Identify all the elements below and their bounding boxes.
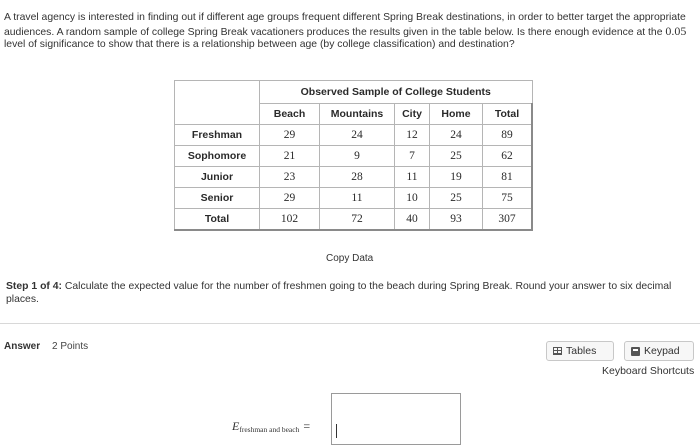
points-badge: 2 Points [52,341,89,352]
table-icon [553,347,562,355]
step-prefix: Step 1 of 4: [6,281,63,292]
text-caret [336,424,337,438]
table-cell: 29 [260,188,320,209]
table-caption: Observed Sample of College Students [260,81,533,104]
formula-variable: E [232,419,240,433]
col-header-beach: Beach [260,104,320,125]
answer-formula [232,419,310,434]
table-cell: 25 [430,146,483,167]
table-cell: 12 [395,125,430,146]
col-header-city: City [395,104,430,125]
formula-subscript: freshman and beach [239,425,300,434]
table-cell: 307 [483,209,533,231]
table-cell: 10 [395,188,430,209]
table-row [175,188,533,209]
significance-level: 0.05 [665,23,687,38]
keypad-button-label: Keypad [644,345,680,357]
table-cell: 24 [430,125,483,146]
answer-label: Answer [4,341,41,352]
copy-data-link[interactable]: Copy Data [326,253,374,264]
step-instruction [6,281,692,306]
table-header-row [175,104,533,125]
problem-text-a: A travel agency is interested in finding out if different age groups frequent different Spring Break destinations, in order to better target the appropriate audiences. A random sample of college Spring Break vacationers produces the results given in the table below. Is there enough evidence at the [4,12,686,38]
observed-data-table [174,80,533,231]
tables-button[interactable] [546,341,614,361]
col-header-total: Total [483,104,533,125]
tables-button-label: Tables [566,345,597,357]
table-corner-2 [175,104,260,125]
table-row [175,125,533,146]
divider [0,323,700,324]
table-cell: 23 [260,167,320,188]
table-cell: 19 [430,167,483,188]
answer-input[interactable] [331,393,461,445]
table-cell: 11 [320,188,395,209]
table-cell: 102 [260,209,320,231]
table-cell: 62 [483,146,533,167]
table-cell: 40 [395,209,430,231]
table-cell: 11 [395,167,430,188]
table-row-total [175,209,533,231]
keypad-button[interactable] [624,341,694,361]
table-cell: 28 [320,167,395,188]
table-cell: 25 [430,188,483,209]
table-cell: 21 [260,146,320,167]
problem-text-b: level of significance to show that there is a relationship between age (by college classification) and destination? [4,39,515,51]
table-cell: 89 [483,125,533,146]
table-corner [175,81,260,104]
col-header-home: Home [430,104,483,125]
row-label-total: Total [175,209,260,231]
table-cell: 9 [320,146,395,167]
formula-equals: = [303,419,311,433]
problem-statement [4,12,690,52]
table-row [175,167,533,188]
table-cell: 7 [395,146,430,167]
keypad-icon [631,347,640,356]
table-cell: 75 [483,188,533,209]
table-cell: 93 [430,209,483,231]
keyboard-shortcuts-link[interactable]: Keyboard Shortcuts [602,365,695,377]
row-label-junior: Junior [175,167,260,188]
row-label-sophomore: Sophomore [175,146,260,167]
table-cell: 29 [260,125,320,146]
table-row [175,146,533,167]
row-label-senior: Senior [175,188,260,209]
col-header-mountains: Mountains [320,104,395,125]
table-cell: 24 [320,125,395,146]
table-cell: 81 [483,167,533,188]
table-cell: 72 [320,209,395,231]
step-text: Calculate the expected value for the number of freshmen going to the beach during Spring Break. Round your answer to six decimal places. [6,281,672,305]
row-label-freshman: Freshman [175,125,260,146]
